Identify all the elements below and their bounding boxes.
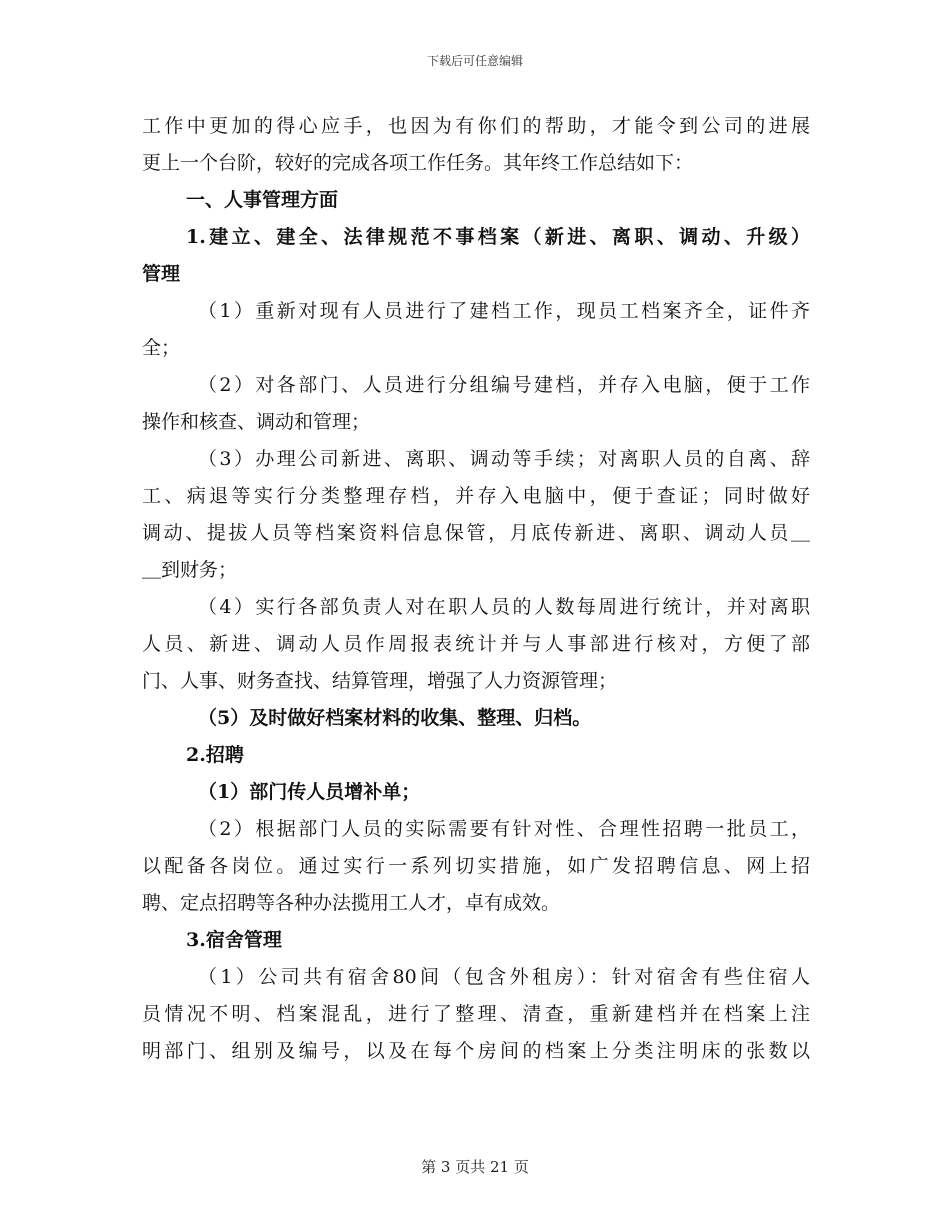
body-line: （3）办理公司新进、离职、调动等手续；对离职人员的自离、辞 — [198, 448, 810, 470]
subsection-heading: 2.招聘 — [186, 744, 244, 766]
bold-item: （5）及时做好档案材料的收集、整理、归档。 — [198, 707, 592, 729]
body-line: 门、人事、财务查找、结算管理，增强了人力资源管理； — [142, 670, 618, 692]
body-line: 人员、新进、调动人员作周报表统计并与人事部进行核对，方便了部 — [142, 633, 810, 655]
section-heading: 一、人事管理方面 — [186, 189, 339, 211]
page-footer: 第 3 页共 21 页 — [421, 1158, 529, 1176]
body-line: （1）公司共有宿舍80间（包含外租房）：针对宿舍有些住宿人 — [198, 966, 810, 988]
body-line: 聘、定点招聘等各种办法揽用工人才，卓有成效。 — [142, 892, 561, 914]
subsection-heading-cont: 管理 — [142, 263, 181, 285]
body-line: ＿到财务； — [142, 559, 238, 581]
body-line: 调动、提拔人员等档案资料信息保管，月底传新进、离职、调动人员＿ — [142, 522, 810, 544]
body-line: 员情况不明、档案混乱，进行了整理、清查，重新建档并在档案上注 — [142, 1003, 810, 1025]
body-line: （4）实行各部负责人对在职人员的人数每周进行统计，并对离职 — [198, 596, 810, 618]
body-line: 工、病退等实行分类整理存档，并存入电脑中，便于查证；同时做好 — [142, 485, 810, 507]
body-line: （2）根据部门人员的实际需要有针对性、合理性招聘一批员工， — [198, 818, 810, 840]
page-header: 下载后可任意编辑 — [426, 54, 523, 68]
body-line: 操作和核查、调动和管理； — [142, 411, 371, 433]
subsection-heading: 3.宿舍管理 — [186, 929, 282, 951]
body-line: （1）重新对现有人员进行了建档工作，现员工档案齐全，证件齐 — [198, 300, 810, 322]
body-line: 工作中更加的得心应手，也因为有你们的帮助，才能令到公司的进展 — [142, 115, 810, 137]
document-body — [142, 108, 810, 1070]
body-line: 明部门、组别及编号，以及在每个房间的档案上分类注明床的张数以 — [142, 1040, 810, 1062]
body-line: 以配备各岗位。通过实行一系列切实措施，如广发招聘信息、网上招 — [142, 855, 810, 877]
subsection-heading: 1.建立、建全、法律规范不事档案（新进、离职、调动、升级） — [186, 226, 810, 248]
body-line: 更上一个台阶，较好的完成各项工作任务。其年终工作总结如下： — [142, 152, 694, 174]
body-line: 全； — [142, 337, 181, 359]
body-line: （2）对各部门、人员进行分组编号建档，并存入电脑，便于工作 — [198, 374, 810, 396]
bold-item: （1）部门传人员增补单； — [198, 781, 421, 803]
